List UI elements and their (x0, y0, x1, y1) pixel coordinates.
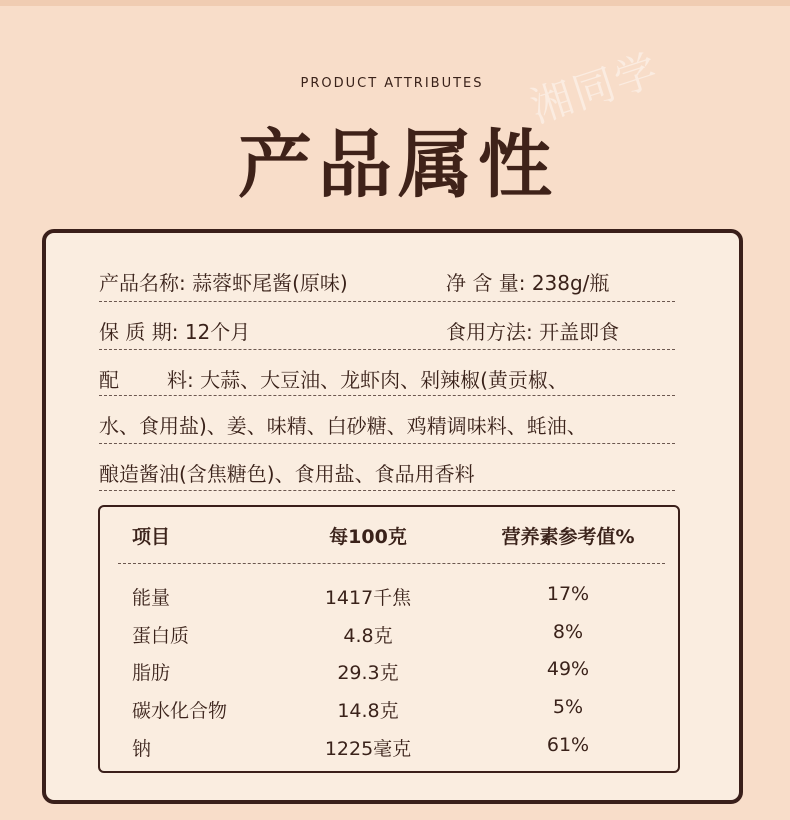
net-content-label: 净 含 量: (446, 271, 526, 295)
table-row-protein-nrv: 8% (552, 621, 584, 643)
ingredients-label-a: 配 (99, 368, 119, 392)
ingredients-row-3 (99, 458, 475, 487)
table-header-per100g: 每100克 (329, 526, 407, 548)
product-name-value: 蒜蓉虾尾酱(原味) (192, 271, 348, 295)
product-name-label: 产品名称: (99, 271, 186, 295)
table-row-carb-nrv: 5% (552, 696, 584, 718)
shelf-life-label: 保 质 期: (99, 320, 179, 344)
dashed-divider (99, 490, 675, 491)
net-content-value: 238g/瓶 (531, 271, 610, 295)
ingredients-text-1: 大蒜、大豆油、龙虾肉、剁辣椒(黄贡椒、 (200, 368, 568, 392)
table-row-fat-item: 脂肪 (132, 662, 171, 684)
net-content-row (446, 267, 609, 296)
table-row-energy-item: 能量 (132, 587, 171, 609)
table-header-item: 项目 (132, 526, 171, 548)
table-row-fat-nrv: 49% (546, 658, 590, 680)
dashed-divider (99, 395, 675, 396)
ingredients-text-2: 水、食用盐)、姜、味精、白砂糖、鸡精调味料、蚝油、 (99, 414, 587, 438)
table-row-fat-value: 29.3克 (337, 662, 399, 684)
dashed-divider (99, 443, 675, 444)
ingredients-row-2 (99, 410, 587, 439)
usage-value: 开盖即食 (539, 320, 620, 344)
dashed-divider (99, 349, 675, 350)
table-header-divider (118, 563, 665, 564)
page-title: 产品属性 (238, 122, 558, 208)
table-row-sodium-item: 钠 (132, 738, 152, 760)
top-border-line (0, 0, 790, 6)
dashed-divider (99, 301, 675, 302)
table-row-protein-item: 蛋白质 (132, 625, 190, 647)
usage-row (446, 316, 619, 345)
table-row-sodium-nrv: 61% (546, 734, 590, 756)
shelf-life-row (99, 316, 250, 345)
ingredients-text-3: 酿造酱油(含焦糖色)、食用盐、食品用香料 (99, 462, 475, 486)
table-header-nrv: 营养素参考值% (501, 526, 635, 548)
usage-label: 食用方法: (446, 320, 533, 344)
table-row-energy-value: 1417千焦 (324, 587, 412, 609)
ingredients-label-b: 料: (167, 368, 194, 392)
product-name-row (99, 267, 348, 296)
table-row-carb-value: 14.8克 (337, 700, 399, 722)
shelf-life-value: 12个月 (184, 320, 251, 344)
section-subtitle: PRODUCT ATTRIBUTES (300, 76, 484, 91)
table-row-carb-item: 碳水化合物 (132, 700, 228, 722)
table-row-sodium-value: 1225毫克 (324, 738, 412, 760)
ingredients-row-1 (99, 364, 568, 393)
table-row-protein-value: 4.8克 (343, 625, 393, 647)
watermark: 湘同学 (524, 44, 666, 133)
table-row-energy-nrv: 17% (546, 583, 590, 605)
